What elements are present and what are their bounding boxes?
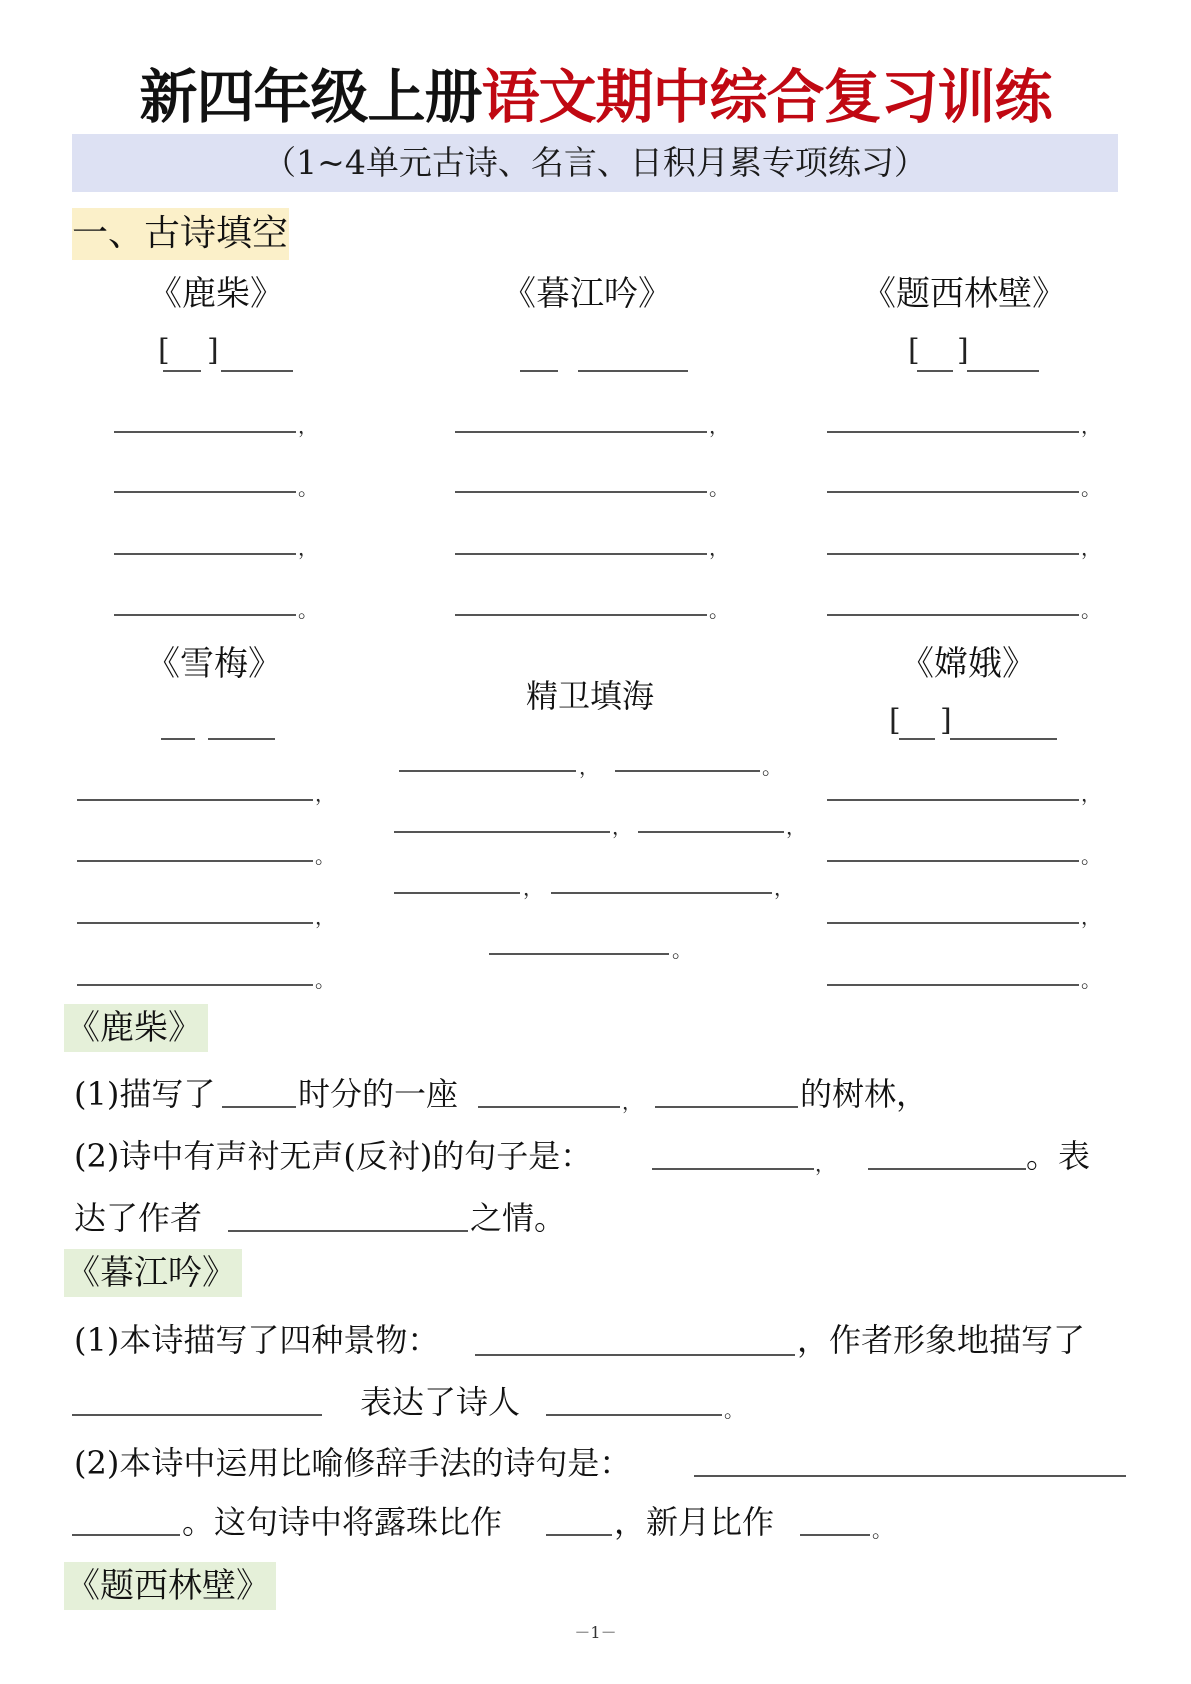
punct: ， (1081, 905, 1101, 929)
poem-line-blank[interactable] (638, 831, 784, 833)
question-heading-luzhai: 《鹿柴》 (64, 1004, 208, 1052)
dynasty-bracket-close: ] (207, 333, 219, 368)
question-text: 。表 (1026, 1137, 1091, 1175)
punct: 。 (709, 598, 729, 622)
page-title (0, 62, 1191, 132)
question-text: 。这句诗中将露珠比作 (182, 1503, 503, 1541)
answer-blank[interactable] (546, 1534, 612, 1536)
poem-line-blank[interactable] (827, 922, 1079, 924)
poem-line-blank[interactable] (77, 984, 313, 986)
punct: ， (774, 876, 794, 900)
answer-blank[interactable] (478, 1106, 620, 1108)
punct: ， (1081, 782, 1101, 806)
punct: ， (298, 536, 318, 560)
question-text: (2)诗中有声衬无声(反衬)的句子是： (74, 1137, 593, 1175)
punct: 。 (1081, 844, 1101, 868)
dynasty-bracket-open: [ (908, 333, 920, 368)
page-number: －1－ (574, 1623, 617, 1642)
poem-line-blank[interactable] (615, 770, 760, 772)
poem-line-blank[interactable] (827, 614, 1079, 616)
answer-blank[interactable] (72, 1534, 180, 1536)
poem-line-blank[interactable] (827, 431, 1079, 433)
poem-line-blank[interactable] (77, 799, 313, 801)
punct: ， (1081, 414, 1101, 438)
question-text: 表达了诗人 (360, 1383, 521, 1421)
punct: 。 (315, 844, 335, 868)
question-text: 的树林， (800, 1075, 929, 1113)
poem-line-blank[interactable] (827, 553, 1079, 555)
poem-line-blank[interactable] (455, 553, 707, 555)
punct: ， (523, 876, 543, 900)
punct: 。 (672, 938, 692, 962)
punct: ， (786, 815, 806, 839)
punct: ， (815, 1152, 835, 1176)
answer-blank[interactable] (800, 1534, 870, 1536)
punct: 。 (709, 476, 729, 500)
punct: ， (579, 755, 599, 779)
question-text: ，作者形象地描写了 (797, 1321, 1086, 1359)
poem-title-jingweitianhai: 精卫填海 (526, 677, 655, 715)
question-text: (1)描写了 (74, 1075, 216, 1113)
poem-title-tixilinbi: 《题西林壁》 (862, 274, 1066, 314)
punct: 。 (762, 755, 782, 779)
poem-line-blank[interactable] (114, 431, 296, 433)
dynasty-bracket-close: ] (940, 703, 952, 738)
author-blank[interactable] (578, 370, 688, 372)
poem-line-blank[interactable] (827, 860, 1079, 862)
poem-line-blank[interactable] (114, 553, 296, 555)
punct: ， (709, 536, 729, 560)
answer-blank[interactable] (546, 1414, 722, 1416)
answer-blank[interactable] (655, 1106, 798, 1108)
answer-blank[interactable] (475, 1354, 795, 1356)
question-text: ，新月比作 (614, 1503, 775, 1541)
punct: ， (612, 815, 632, 839)
question-text: 时分的一座 (298, 1075, 459, 1113)
poem-line-blank[interactable] (399, 770, 576, 772)
question-text: 达了作者 (74, 1199, 203, 1237)
author-blank[interactable] (950, 738, 1057, 740)
poem-line-blank[interactable] (455, 614, 707, 616)
dynasty-bracket-close: ] (957, 333, 969, 368)
dynasty-blank[interactable] (161, 738, 195, 740)
answer-blank[interactable] (228, 1230, 468, 1232)
subtitle: （1~4单元古诗、名言、日积月累专项练习） (263, 143, 927, 182)
punct: 。 (724, 1398, 744, 1422)
poem-line-blank[interactable] (455, 491, 707, 493)
poem-line-blank[interactable] (489, 953, 669, 955)
poem-line-blank[interactable] (394, 892, 520, 894)
punct: ， (1081, 536, 1101, 560)
poem-line-blank[interactable] (77, 860, 313, 862)
poem-line-blank[interactable] (114, 614, 296, 616)
dynasty-blank[interactable] (917, 370, 953, 372)
answer-blank[interactable] (694, 1475, 1126, 1477)
punct: 。 (315, 968, 335, 992)
dynasty-bracket-open: [ (889, 703, 901, 738)
poem-line-blank[interactable] (114, 491, 296, 493)
poem-title-mujiangyin: 《暮江吟》 (502, 274, 672, 314)
author-blank[interactable] (221, 370, 293, 372)
punct: 。 (298, 476, 318, 500)
answer-blank[interactable] (868, 1168, 1026, 1170)
punct: 。 (298, 598, 318, 622)
dynasty-blank[interactable] (899, 738, 935, 740)
question-text: (2)本诗中运用比喻修辞手法的诗句是： (74, 1444, 632, 1482)
question-heading-mujiangyin: 《暮江吟》 (64, 1249, 242, 1297)
question-text: 之情。 (470, 1199, 567, 1237)
poem-title-xuemei: 《雪梅》 (146, 644, 282, 684)
title-grade: 新四年级上册 (139, 63, 482, 131)
answer-blank[interactable] (72, 1414, 322, 1416)
poem-line-blank[interactable] (77, 922, 313, 924)
answer-blank[interactable] (222, 1106, 296, 1108)
poem-title-change: 《嫦娥》 (900, 644, 1036, 684)
punct: ， (315, 782, 335, 806)
poem-line-blank[interactable] (455, 431, 707, 433)
punct: 。 (1081, 476, 1101, 500)
dynasty-bracket-open: [ (158, 333, 170, 368)
question-heading-tixilinbi: 《题西林壁》 (64, 1562, 276, 1610)
poem-title-luzhai: 《鹿柴》 (148, 274, 284, 314)
dynasty-blank[interactable] (163, 370, 201, 372)
punct: 。 (1081, 598, 1101, 622)
question-text: (1)本诗描写了四种景物： (74, 1321, 440, 1359)
section-heading-poem-fill: 一、古诗填空 (72, 208, 289, 260)
punct: ， (622, 1090, 642, 1114)
punct: 。 (1081, 968, 1101, 992)
poem-line-blank[interactable] (394, 831, 610, 833)
punct: ， (709, 414, 729, 438)
author-blank[interactable] (967, 370, 1039, 372)
dynasty-blank[interactable] (520, 370, 558, 372)
punct: 。 (872, 1518, 892, 1542)
poem-line-blank[interactable] (827, 984, 1079, 986)
poem-line-blank[interactable] (827, 491, 1079, 493)
poem-line-blank[interactable] (827, 799, 1079, 801)
punct: ， (298, 414, 318, 438)
punct: ， (315, 905, 335, 929)
author-blank[interactable] (208, 738, 275, 740)
poem-line-blank[interactable] (551, 892, 772, 894)
title-subject: 语文期中综合复习训练 (481, 63, 1052, 131)
answer-blank[interactable] (652, 1168, 814, 1170)
